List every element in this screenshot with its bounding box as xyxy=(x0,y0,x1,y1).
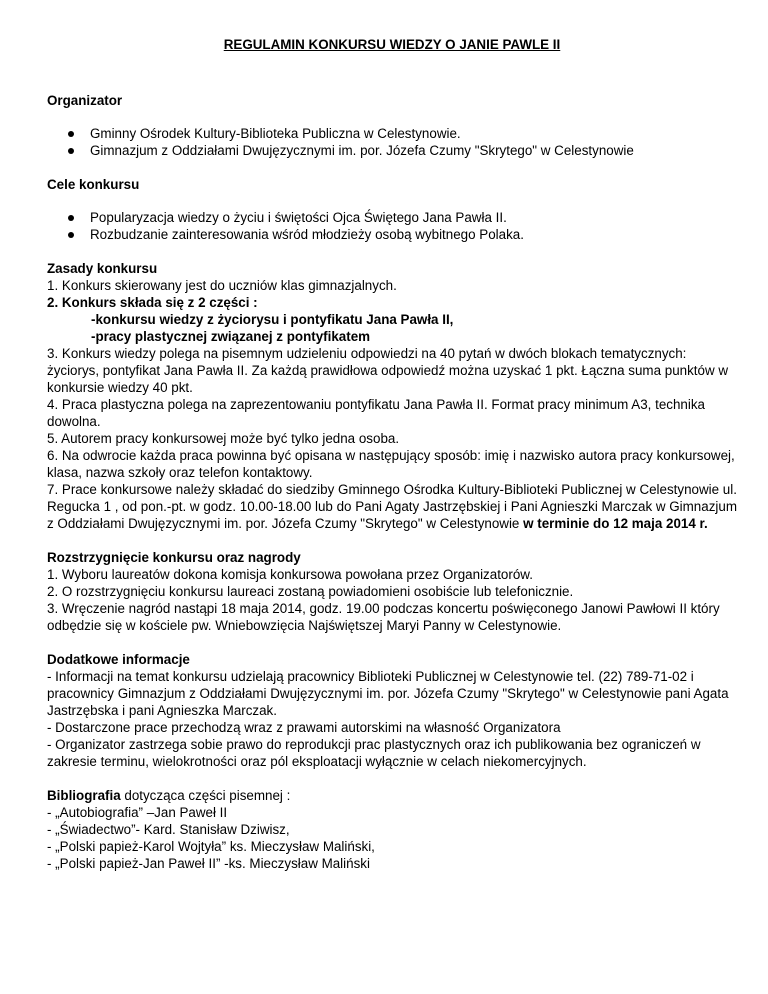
heading-nagrody: Rozstrzygnięcie konkursu oraz nagrody xyxy=(47,550,301,565)
list-item: - „Polski papież-Jan Paweł II” -ks. Mieczysław Maliński xyxy=(47,856,370,871)
paragraph: - Organizator zastrzega sobie prawo do reprodukcji prac plastycznych oraz ich publikowania bez ograniczeń w zakresie terminu, wielokrotności oraz pól eksploatacji wyłącznie w celach niekomercyjnych. xyxy=(47,737,701,769)
section-cele xyxy=(47,176,737,243)
organizator-list xyxy=(47,125,737,159)
paragraph: 5. Autorem pracy konkursowej może być tylko jedna osoba. xyxy=(47,431,400,446)
list-item: Rozbudzanie zainteresowania wśród młodzieży osobą wybitnego Polaka. xyxy=(47,226,737,243)
list-item: - „Świadectwo”- Kard. Stanisław Dziwisz, xyxy=(47,822,290,837)
paragraph: -konkursu wiedzy z życiorysu i pontyfikatu Jana Pawła II, xyxy=(91,312,454,327)
list-item: Gimnazjum z Oddziałami Dwujęzycznymi im. por. Józefa Czumy "Skrytego" w Celestynowie xyxy=(47,142,737,159)
deadline-text: w terminie do 12 maja 2014 r. xyxy=(523,516,708,531)
paragraph: 2. O rozstrzygnięciu konkursu laureaci zostaną powiadomieni osobiście lub telefonicznie. xyxy=(47,584,574,599)
paragraph: 6. Na odwrocie każda praca powinna być opisana w następujący sposób: imię i nazwisko autora pracy konkursowej, klasa, nazwa szkoły oraz telefon kontaktowy. xyxy=(47,448,735,480)
section-dodatkowe xyxy=(47,651,737,770)
document-page xyxy=(47,36,737,872)
list-item: - „Autobiografia” –Jan Paweł II xyxy=(47,805,228,820)
paragraph: 4. Praca plastyczna polega na zaprezentowaniu pontyfikatu Jana Pawła II. Format pracy minimum A3, technika dowolna. xyxy=(47,397,705,429)
document-title: REGULAMIN KONKURSU WIEDZY O JANIE PAWLE II xyxy=(223,37,561,52)
section-bibliografia xyxy=(47,787,737,872)
heading-bibliografia: Bibliografia xyxy=(47,788,121,803)
list-item: Gminny Ośrodek Kultury-Biblioteka Publiczna w Celestynowie. xyxy=(47,125,737,142)
paragraph: - Informacji na temat konkursu udzielają pracownicy Biblioteki Publicznej w Celestynowie tel. (22) 789-71-02 i pracownicy Gimnazjum z Oddziałami Dwujęzycznymi im. por. Józefa Czumy "Skrytego" w Celestynowie pani Agata Jastrzębska i pani Agnieszka Marczak. xyxy=(47,669,729,718)
paragraph: 2. Konkurs składa się z 2 części : xyxy=(47,295,258,310)
paragraph-text: 7. Prace konkursowe należy składać do siedziby Gminnego Ośrodka Kultury-Biblioteki Publicznej w Celestynowie ul. Regucka 1 , od pon.-pt. w godz. 10.00-18.00 lub do Pani Agaty Jastrzębskiej i Pani Agnieszki Marczak w Gimnazjum z Oddziałami Dwujęzycznymi im. por. Józefa Czumy "Skrytego" w Celestynowie xyxy=(47,482,737,531)
heading-dodatkowe: Dodatkowe informacje xyxy=(47,652,190,667)
paragraph: 3. Wręczenie nagród nastąpi 18 maja 2014, godz. 19.00 podczas koncertu poświęconego Janowi Pawłowi II który odbędzie się w kościele pw. Wniebowzięcia Najświętszej Maryi Panny w Celestynowie. xyxy=(47,601,720,633)
list-item: - „Polski papież-Karol Wojtyła” ks. Mieczysław Maliński, xyxy=(47,839,375,854)
cele-list xyxy=(47,209,737,243)
heading-cele: Cele konkursu xyxy=(47,177,140,192)
paragraph: -pracy plastycznej związanej z pontyfikatem xyxy=(91,329,371,344)
bibliografia-intro xyxy=(47,787,737,804)
section-nagrody xyxy=(47,549,737,634)
list-item: Popularyzacja wiedzy o życiu i świętości Ojca Świętego Jana Pawła II. xyxy=(47,209,737,226)
paragraph: 1. Konkurs skierowany jest do uczniów klas gimnazjalnych. xyxy=(47,278,397,293)
paragraph xyxy=(47,481,737,532)
section-zasady xyxy=(47,260,737,532)
heading-organizator: Organizator xyxy=(47,93,123,108)
heading-zasady: Zasady konkursu xyxy=(47,261,158,276)
paragraph: 1. Wyboru laureatów dokona komisja konkursowa powołana przez Organizatorów. xyxy=(47,567,533,582)
heading-rest: dotycząca części pisemnej : xyxy=(120,788,291,803)
section-organizator xyxy=(47,92,737,159)
paragraph: - Dostarczone prace przechodzą wraz z prawami autorskimi na własność Organizatora xyxy=(47,720,561,735)
paragraph: 3. Konkurs wiedzy polega na pisemnym udzieleniu odpowiedzi na 40 pytań w dwóch blokach tematycznych: życiorys, pontyfikat Jana Pawła II. Za każdą prawidłowa odpowiedź można uzyskać 1 pkt. Łączna suma punktów w konkursie wiedzy 40 pkt. xyxy=(47,346,729,395)
